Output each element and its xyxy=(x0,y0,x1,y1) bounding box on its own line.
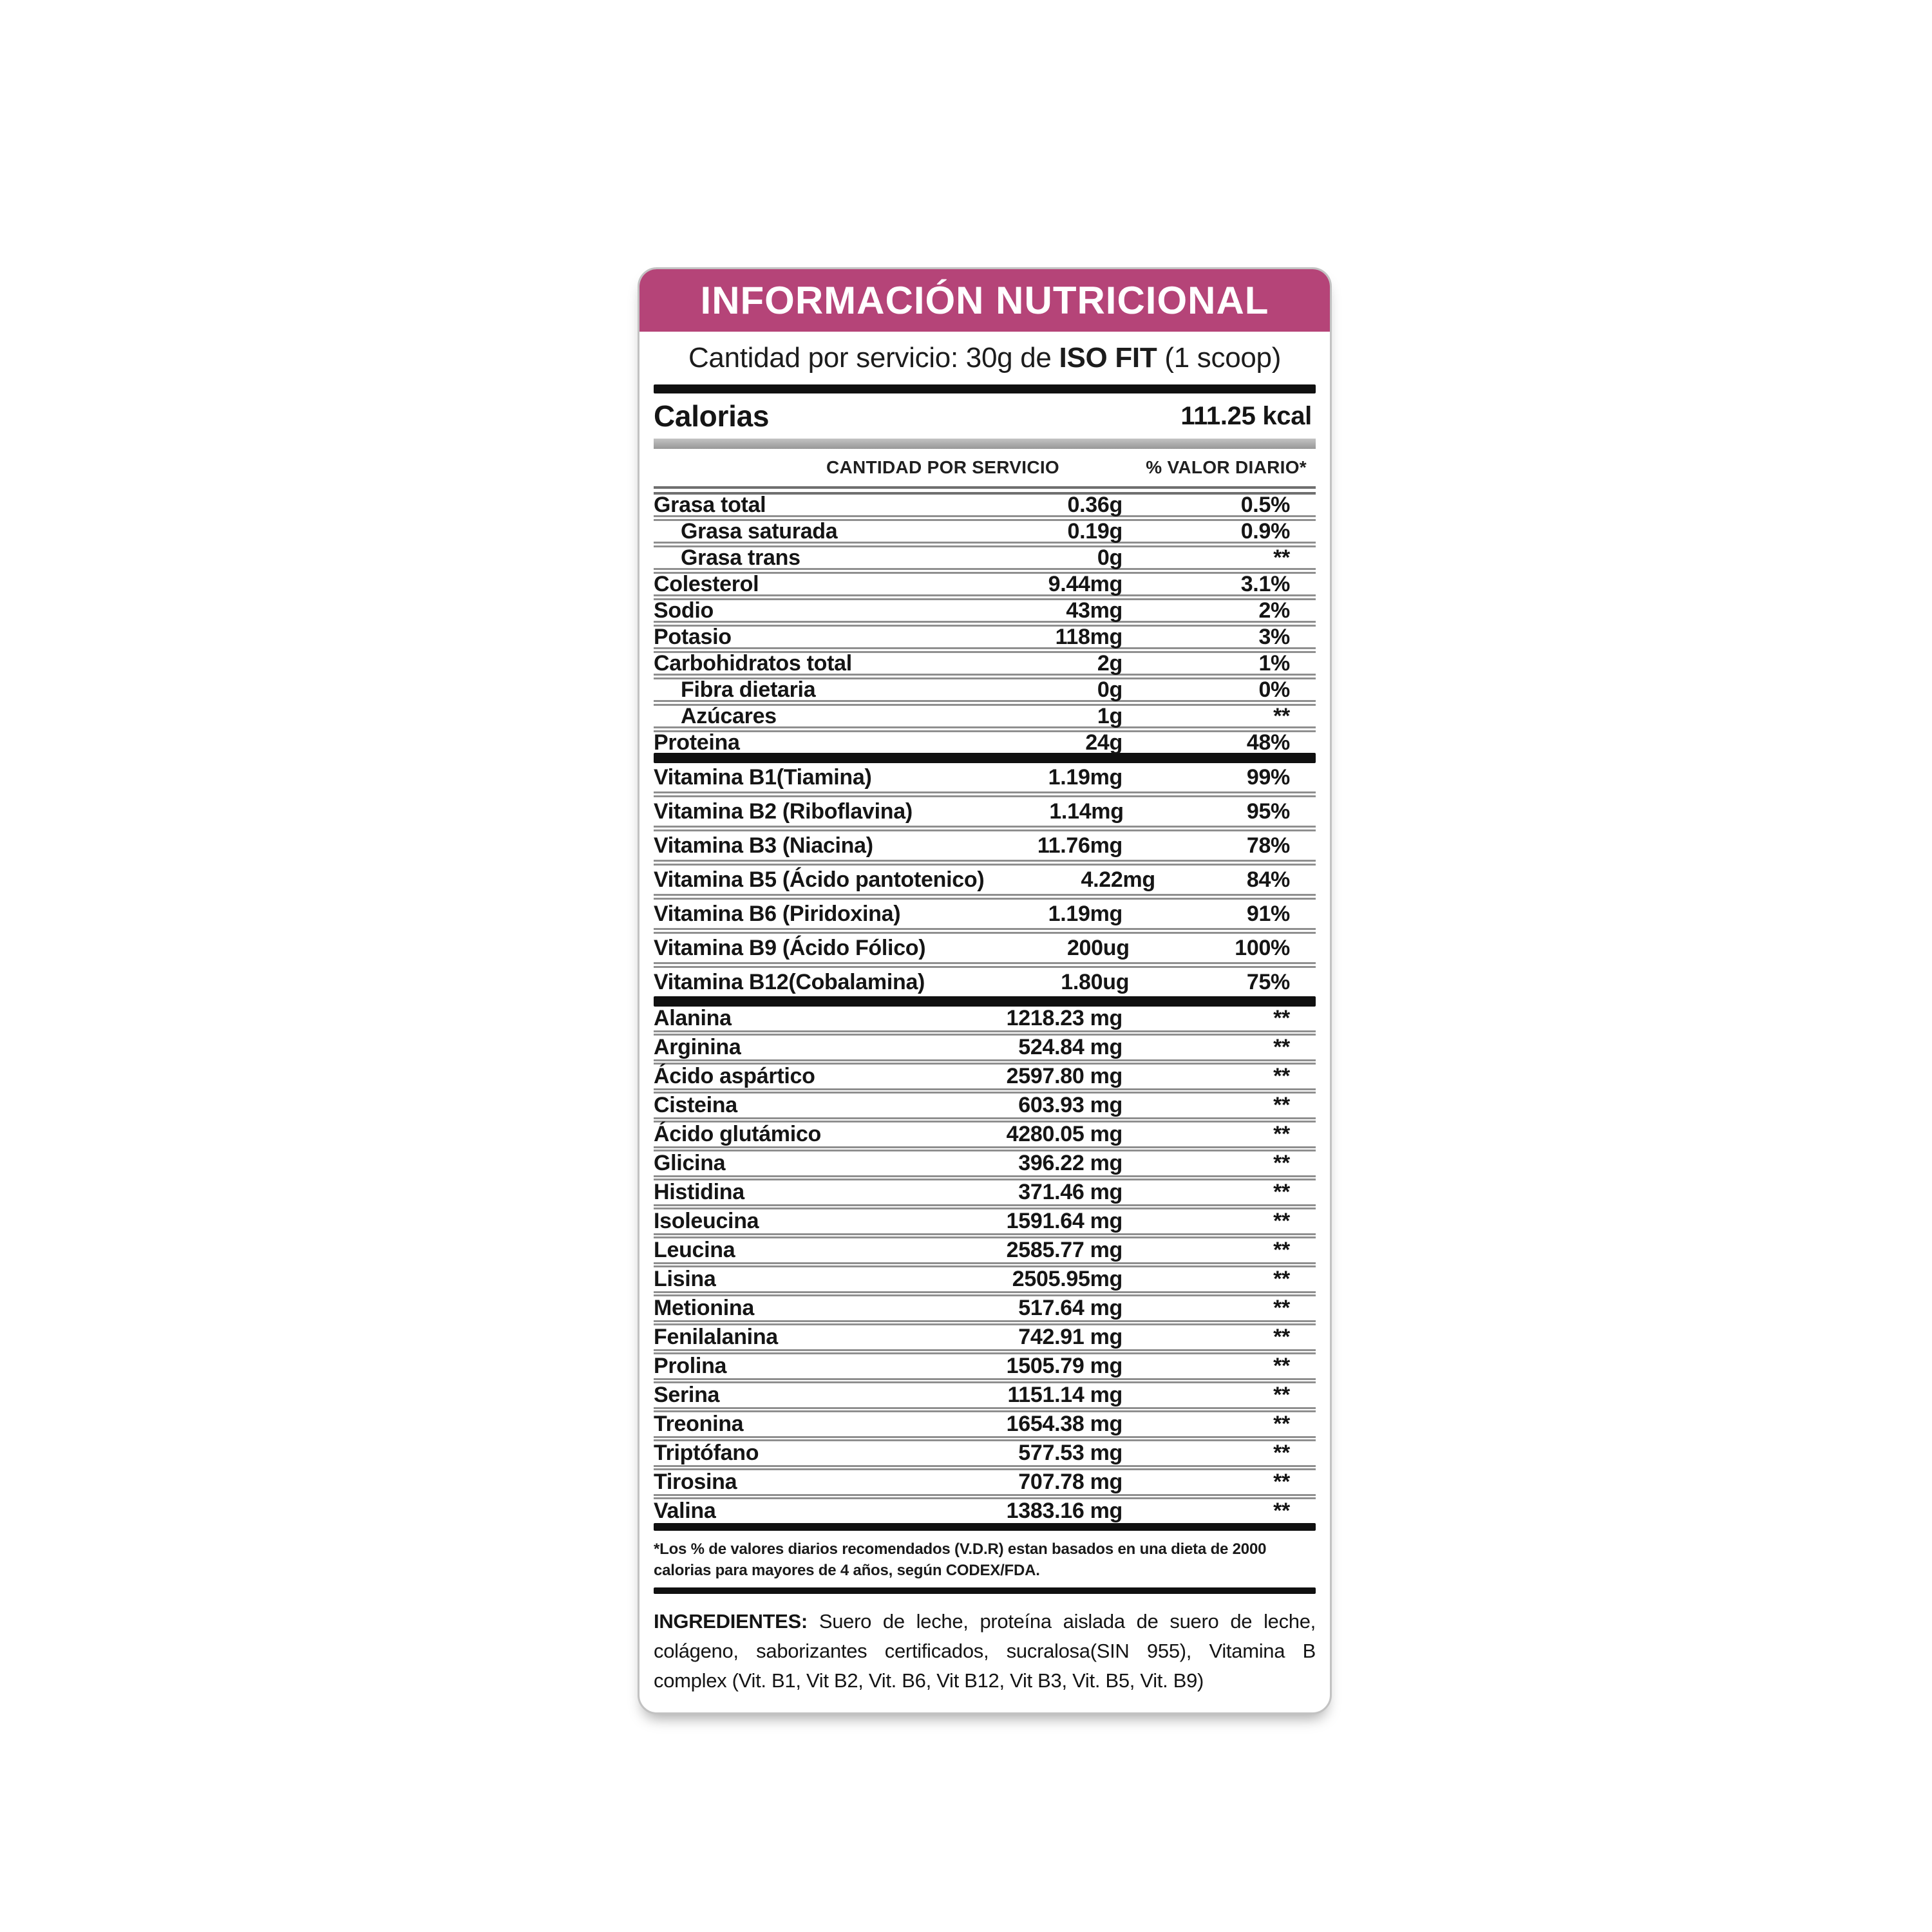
row-amount: 1218.23 mg xyxy=(1006,1006,1122,1030)
row-amount: 9.44mg xyxy=(1048,571,1122,596)
row-label: Cisteina xyxy=(654,1093,737,1117)
row-label: Proteina xyxy=(654,730,740,755)
row-amount: 24g xyxy=(1085,730,1122,755)
row-label: Isoleucina xyxy=(654,1209,759,1233)
nutrients-table xyxy=(654,492,1316,755)
row-daily-value: ** xyxy=(1273,1325,1290,1349)
row-label: Prolina xyxy=(654,1354,727,1378)
table-row xyxy=(654,1030,1316,1059)
amino-acids-table xyxy=(654,1007,1316,1523)
row-label: Arginina xyxy=(654,1035,741,1059)
page-title: INFORMACIÓN NUTRICIONAL xyxy=(700,279,1269,322)
table-row xyxy=(654,1320,1316,1349)
row-amount: 1.19mg xyxy=(1048,901,1122,926)
table-row xyxy=(654,1436,1316,1465)
row-amount: 517.64 mg xyxy=(1018,1296,1122,1320)
row-daily-value: 84% xyxy=(1246,867,1290,892)
row-label: Alanina xyxy=(654,1006,732,1030)
table-row xyxy=(654,1204,1316,1233)
row-label: Azúcares xyxy=(681,703,777,728)
table-row xyxy=(654,1088,1316,1117)
row-daily-value: ** xyxy=(1273,1296,1290,1320)
table-row xyxy=(654,1465,1316,1494)
row-daily-value: 100% xyxy=(1235,935,1290,960)
row-label: Fibra dietaria xyxy=(681,677,816,702)
table-row xyxy=(654,1349,1316,1378)
calories-value: 111.25 kcal xyxy=(1180,401,1312,430)
row-amount: 0g xyxy=(1097,677,1122,702)
row-daily-value: ** xyxy=(1273,1122,1290,1146)
calories-label: Calorias xyxy=(654,399,770,433)
calories-row xyxy=(654,393,1316,439)
section-divider-thick xyxy=(654,1587,1316,1594)
brand-name: ISO FIT xyxy=(1059,342,1157,374)
row-daily-value: ** xyxy=(1273,1093,1290,1117)
row-daily-value: ** xyxy=(1273,1441,1290,1465)
row-amount: 396.22 mg xyxy=(1018,1151,1122,1175)
row-label: Vitamina B5 (Ácido pantotenico) xyxy=(654,867,985,892)
row-amount: 1g xyxy=(1097,703,1122,728)
gray-divider xyxy=(654,439,1316,449)
daily-value-footnote: *Los % de valores diarios recomendados (V.D.R) estan basados en una dieta de 2000 calorias para mayores de 4 años, según CODEX/FDA. xyxy=(654,1540,1267,1579)
table-row xyxy=(654,860,1316,894)
row-label: Lisina xyxy=(654,1267,716,1291)
row-daily-value: ** xyxy=(1273,1383,1290,1407)
table-row xyxy=(654,594,1316,621)
section-divider-thick xyxy=(654,996,1316,1007)
serving-suffix: (1 scoop) xyxy=(1157,342,1282,374)
row-label: Metionina xyxy=(654,1296,754,1320)
row-label: Vitamina B12(Cobalamina) xyxy=(654,969,925,994)
row-daily-value: ** xyxy=(1273,1064,1290,1088)
table-row xyxy=(654,1494,1316,1523)
row-label: Carbohidratos total xyxy=(654,650,852,676)
row-daily-value: 48% xyxy=(1246,730,1290,755)
row-amount: 742.91 mg xyxy=(1018,1325,1122,1349)
row-daily-value: ** xyxy=(1273,1354,1290,1378)
row-label: Leucina xyxy=(654,1238,735,1262)
row-amount: 118mg xyxy=(1055,624,1122,649)
section-divider-thick xyxy=(654,1523,1316,1531)
ingredients-label: INGREDIENTES: xyxy=(654,1610,808,1633)
row-daily-value: 75% xyxy=(1246,969,1290,994)
row-label: Colesterol xyxy=(654,571,759,596)
column-header-amount: CANTIDAD POR SERVICIO xyxy=(826,457,1060,477)
row-amount: 0g xyxy=(1097,545,1122,570)
row-daily-value: ** xyxy=(1273,1412,1290,1436)
row-daily-value: 0.5% xyxy=(1240,492,1290,517)
table-row xyxy=(654,791,1316,826)
row-label: Ácido aspártico xyxy=(654,1064,815,1088)
section-divider-thick xyxy=(654,384,1316,393)
vitamins-table xyxy=(654,763,1316,996)
table-row xyxy=(654,1146,1316,1175)
row-daily-value: ** xyxy=(1273,1180,1290,1204)
table-row xyxy=(654,894,1316,928)
label-header xyxy=(639,269,1330,332)
row-label: Serina xyxy=(654,1383,720,1407)
table-row xyxy=(654,726,1316,753)
row-label: Histidina xyxy=(654,1180,744,1204)
row-amount: 1.14mg xyxy=(1049,799,1124,824)
row-label: Ácido glutámico xyxy=(654,1122,821,1146)
row-daily-value: ** xyxy=(1273,1267,1290,1291)
table-row xyxy=(654,647,1316,674)
row-amount: 2g xyxy=(1097,650,1122,676)
column-headers xyxy=(654,449,1316,486)
row-label: Tirosina xyxy=(654,1470,737,1494)
ingredients-text: Suero de leche, proteína aislada de suero de leche, colágeno, saborizantes certificados, sucralosa(SIN 955), Vitamina B complex (Vit. B1, Vit B2, Vit. B6, Vit B12, Vit B3, Vit. B5, Vit. B9) xyxy=(654,1610,1316,1692)
table-row xyxy=(654,763,1316,791)
row-label: Grasa trans xyxy=(681,545,800,570)
row-amount: 1505.79 mg xyxy=(1006,1354,1122,1378)
row-amount: 603.93 mg xyxy=(1018,1093,1122,1117)
serving-line xyxy=(654,332,1316,381)
row-amount: 43mg xyxy=(1066,598,1122,623)
row-amount: 371.46 mg xyxy=(1018,1180,1122,1204)
row-label: Vitamina B6 (Piridoxina) xyxy=(654,901,901,926)
row-amount: 1.19mg xyxy=(1048,764,1122,790)
row-amount: 524.84 mg xyxy=(1018,1035,1122,1059)
serving-prefix: Cantidad por servicio: 30g de xyxy=(688,342,1059,374)
table-row xyxy=(654,515,1316,542)
row-label: Triptófano xyxy=(654,1441,759,1465)
table-row xyxy=(654,674,1316,700)
row-amount: 0.19g xyxy=(1067,518,1122,544)
row-daily-value: 2% xyxy=(1258,598,1290,623)
row-amount: 4280.05 mg xyxy=(1006,1122,1122,1146)
row-daily-value: ** xyxy=(1273,1035,1290,1059)
row-amount: 2585.77 mg xyxy=(1006,1238,1122,1262)
row-label: Treonina xyxy=(654,1412,744,1436)
row-amount: 4.22mg xyxy=(1081,867,1155,892)
table-row xyxy=(654,1262,1316,1291)
table-row xyxy=(654,1407,1316,1436)
row-daily-value: ** xyxy=(1273,703,1290,728)
row-amount: 1151.14 mg xyxy=(1007,1383,1122,1407)
nutrition-label-card xyxy=(638,267,1332,1714)
row-amount: 11.76mg xyxy=(1037,833,1122,858)
row-daily-value: 0.9% xyxy=(1240,518,1290,544)
row-label: Vitamina B9 (Ácido Fólico) xyxy=(654,935,926,960)
row-daily-value: ** xyxy=(1273,1006,1290,1030)
row-amount: 707.78 mg xyxy=(1018,1470,1122,1494)
table-row xyxy=(654,1233,1316,1262)
row-amount: 1591.64 mg xyxy=(1006,1209,1122,1233)
row-daily-value: ** xyxy=(1273,545,1290,570)
row-label: Valina xyxy=(654,1499,716,1523)
row-amount: 1654.38 mg xyxy=(1006,1412,1122,1436)
row-daily-value: 0% xyxy=(1258,677,1290,702)
table-row xyxy=(654,621,1316,647)
row-daily-value: 99% xyxy=(1246,764,1290,790)
table-row xyxy=(654,1175,1316,1204)
row-label: Vitamina B1(Tiamina) xyxy=(654,764,872,790)
row-daily-value: 1% xyxy=(1258,650,1290,676)
row-amount: 2597.80 mg xyxy=(1006,1064,1122,1088)
table-row xyxy=(654,826,1316,860)
table-row xyxy=(654,1007,1316,1030)
row-label: Vitamina B3 (Niacina) xyxy=(654,833,873,858)
table-row xyxy=(654,568,1316,594)
row-daily-value: 3% xyxy=(1258,624,1290,649)
row-label: Fenilalanina xyxy=(654,1325,778,1349)
row-daily-value: ** xyxy=(1273,1470,1290,1494)
row-daily-value: ** xyxy=(1273,1151,1290,1175)
row-amount: 2505.95mg xyxy=(1012,1267,1122,1291)
row-amount: 1.80ug xyxy=(1061,969,1130,994)
row-label: Vitamina B2 (Riboflavina) xyxy=(654,799,913,824)
table-row xyxy=(654,1117,1316,1146)
row-label: Glicina xyxy=(654,1151,726,1175)
table-row xyxy=(654,492,1316,517)
ingredients-paragraph xyxy=(654,1607,1316,1696)
row-daily-value: 95% xyxy=(1246,799,1290,824)
row-label: Sodio xyxy=(654,598,714,623)
row-label: Potasio xyxy=(654,624,732,649)
label-body xyxy=(639,332,1330,1712)
table-row xyxy=(654,542,1316,568)
row-amount: 200ug xyxy=(1066,935,1130,960)
row-label: Grasa saturada xyxy=(681,518,838,544)
table-row xyxy=(654,1291,1316,1320)
table-row xyxy=(654,928,1316,962)
table-row xyxy=(654,1378,1316,1407)
row-daily-value: ** xyxy=(1273,1499,1290,1523)
row-amount: 0.36g xyxy=(1067,492,1122,517)
row-daily-value: 78% xyxy=(1246,833,1290,858)
row-daily-value: 3.1% xyxy=(1240,571,1290,596)
row-amount: 1383.16 mg xyxy=(1006,1499,1122,1523)
table-row xyxy=(654,1059,1316,1088)
column-header-daily-value: % VALOR DIARIO* xyxy=(1146,457,1307,477)
table-row xyxy=(654,962,1316,996)
row-daily-value: 91% xyxy=(1246,901,1290,926)
row-daily-value: ** xyxy=(1273,1209,1290,1233)
row-daily-value: ** xyxy=(1273,1238,1290,1262)
table-row xyxy=(654,700,1316,726)
row-label: Grasa total xyxy=(654,492,766,517)
row-amount: 577.53 mg xyxy=(1018,1441,1122,1465)
